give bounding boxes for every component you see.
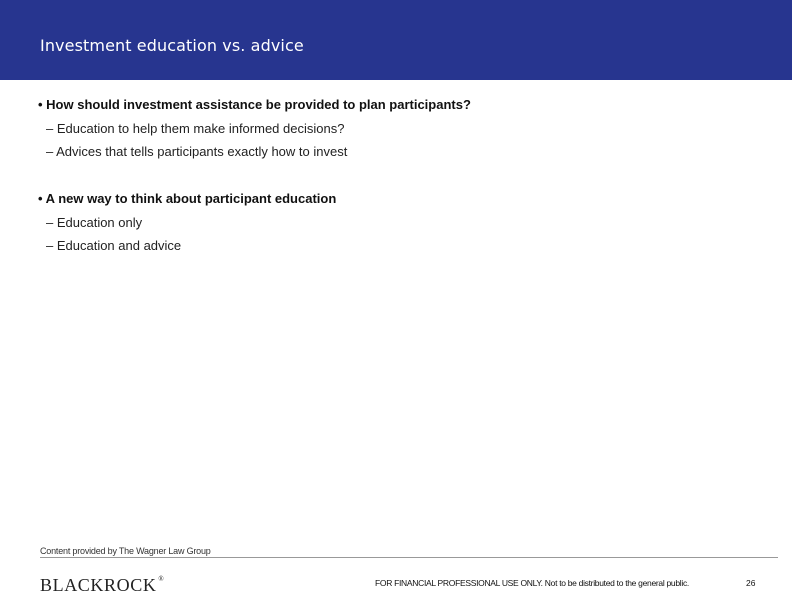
source-note: Content provided by The Wagner Law Group [40, 546, 211, 556]
registered-mark: ® [158, 575, 164, 583]
slide-title: Investment education vs. advice [40, 36, 304, 55]
page-number: 26 [746, 578, 756, 588]
sub-item: – Advices that tells participants exactly how to invest [46, 144, 348, 159]
sub-item: – Education to help them make informed decisions? [46, 121, 345, 136]
title-bar [0, 0, 792, 80]
logo-wordmark: BLACKROCK [40, 575, 157, 595]
footer-divider [40, 557, 778, 558]
blackrock-logo [40, 575, 164, 596]
bullet-item: • A new way to think about participant education [38, 191, 337, 206]
sub-item: – Education only [46, 215, 143, 230]
disclaimer-text: FOR FINANCIAL PROFESSIONAL USE ONLY. Not to be distributed to the general public. [375, 578, 689, 588]
bullet-item: • How should investment assistance be provided to plan participants? [38, 97, 471, 112]
sub-item: – Education and advice [46, 238, 182, 253]
